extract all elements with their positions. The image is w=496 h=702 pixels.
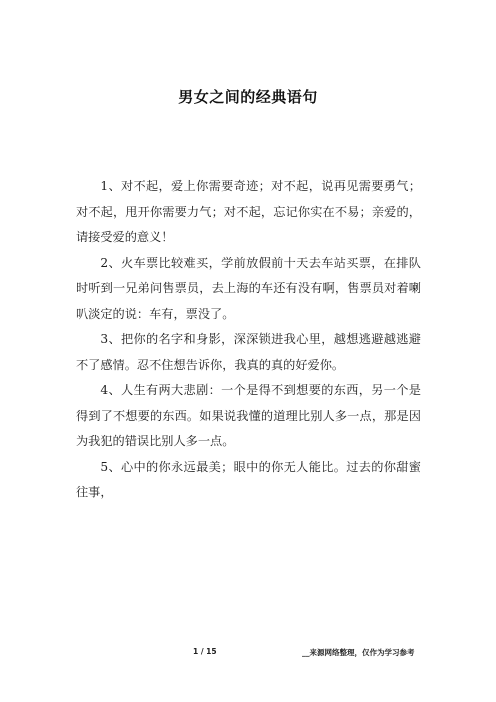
source-note: __来源网络整理，仅作为学习参考 — [302, 648, 415, 657]
page-title: 男女之间的经典语句 — [178, 88, 318, 106]
page-footer — [0, 647, 496, 661]
paragraph-3: 3、把你的名字和身影，深深锁进我心里，越想逃避越逃避不了感情。忍不住想告诉你，我真的真的好爱你。 — [76, 332, 421, 372]
paragraph-1: 1、对不起，爱上你需要奇迹；对不起，说再见需要勇气；对不起，甩开你需要力气；对不起，忘记你实在不易；亲爱的，请接受爱的意义！ — [76, 179, 421, 244]
document-body — [76, 174, 421, 506]
paragraph-2: 2、火车票比较难买，学前放假前十天去车站买票，在排队时听到一兄弟问售票员，去上海的车还有没有啊，售票员对着喇叭淡定的说：车有，票没了。 — [76, 255, 421, 321]
paragraph-5: 5、心中的你永远最美；眼中的你无人能比。过去的你甜蜜往事， — [76, 459, 421, 499]
page-number: 1 / 15 — [193, 647, 217, 656]
paragraph-4: 4、人生有两大悲剧：一个是得不到想要的东西，另一个是得到了不想要的东西。如果说我懂的道理比别人多一点，那是因为我犯的错误比别人多一点。 — [76, 383, 421, 448]
